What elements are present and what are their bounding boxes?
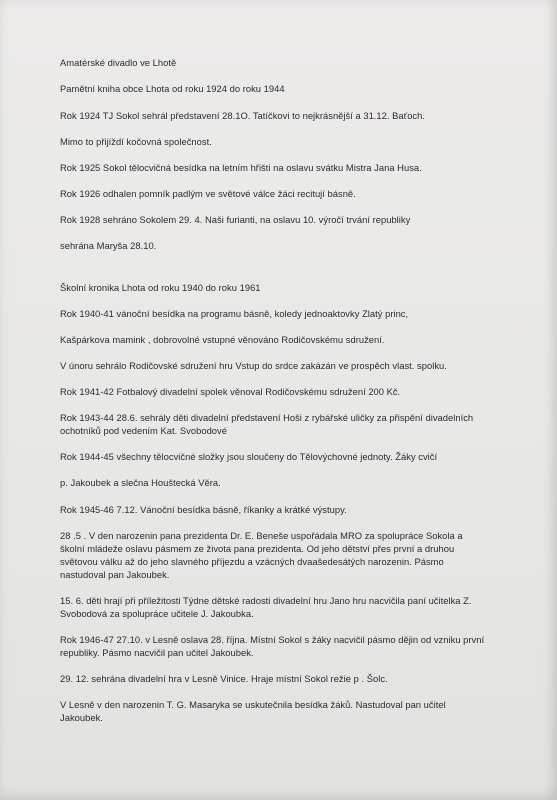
text-line: ochotníků pod vedením Kat. Svobodové	[60, 425, 227, 436]
heading-memorial-book: Pamětní kniha obce Lhota od roku 1924 do roku 1944	[60, 83, 285, 94]
text-line: 29. 12. sehrána divadelní hra v Lesně Vinice. Hraje místní Sokol režie p . Šolc.	[60, 673, 388, 684]
text-line: Rok 1924 TJ Sokol sehrál představení 28.1O. Tatíčkovi to nejkrásnější a 31.12. Baťoch.	[60, 110, 425, 121]
text-line: Rok 1944-45 všechny tělocvičné složky jsou sloučeny do Tělovýchovné jednoty. Žáky cvičí	[60, 451, 438, 462]
text-line: Rok 1928 sehráno Sokolem 29. 4. Naši furianti, na oslavu 10. výročí trvání republiky	[60, 214, 411, 225]
text-line: Rok 1940-41 vánoční besídka na programu básně, koledy jednoaktovky Zlatý princ,	[60, 308, 409, 319]
text-line: Rok 1943-44 28.6. sehrály děti divadelní představení Hoši z rybářské uličky za přispění divadelních	[60, 412, 474, 423]
text-line: 15. 6. děti hrají při příležitosti Týdne dětské radosti divadelní hru Jano hru nacvičila paní učitelka Z.	[60, 595, 472, 606]
text-line: V Lesně v den narozenin T. G. Masaryka se uskutečnila besídka žáků. Nastudoval pan učitel	[60, 699, 446, 710]
text-line: školní mládeže oslavu pásmem ze života pana prezidenta. Od jeho dětství přes první a druhou	[60, 543, 455, 554]
text-line: Rok 1945-46 7.12. Vánoční besídka básně, říkanky a krátké výstupy.	[60, 504, 347, 515]
text-line: Svobodová za spolupráce učitele J. Jakoubka.	[60, 608, 254, 619]
text-line: republiky. Pásmo nacvičil pan učitel Jakoubek.	[60, 647, 254, 658]
text-line: Jakoubek.	[60, 712, 103, 723]
text-line: sehrána Maryša 28.10.	[60, 240, 157, 251]
text-line: 28 .5 . V den narozenin pana prezidenta Dr. E. Beneše uspořádala MRO za spolupráce Sokola a	[60, 530, 463, 541]
text-line: světovou válku až do jeho slavného příjezdu a vzácných dvaašedesátých narozenin. Pásmo	[60, 556, 444, 567]
text-line: p. Jakoubek a slečna Houštecká Věra.	[60, 477, 221, 488]
text-line: Rok 1925 Sokol tělocvičná besídka na letním hřišti na oslavu svátku Mistra Jana Husa.	[60, 162, 422, 173]
text-line: Rok 1926 odhalen pomník padlým ve světové válce žáci recitují básně.	[60, 188, 356, 199]
text-line: Rok 1946-47 27.10. v Lesně oslava 28. října. Místní Sokol s žáky nacvičil pásmo dějin od vzniku první	[60, 634, 485, 645]
text-line: Kašpárkova mamink , dobrovolné vstupné věnováno Rodičovskému sdružení.	[60, 334, 385, 345]
text-line: V únoru sehrálo Rodičovské sdružení hru Vstup do srdce zakázán ve prospěch vlast. spolku.	[60, 360, 447, 371]
heading-amateur-theatre: Amatérské divadlo ve Lhotě	[60, 57, 177, 68]
text-line: Rok 1941-42 Fotbalový divadelní spolek věnoval Rodičovskému sdružení 200 Kč.	[60, 386, 401, 397]
text-line: nastudoval pan Jakoubek.	[60, 569, 170, 580]
heading-school-chronicle: Školní kronika Lhota od roku 1940 do roku 1961	[60, 282, 261, 293]
text-line: Mimo to přijíždí kočovná společnost.	[60, 136, 212, 147]
